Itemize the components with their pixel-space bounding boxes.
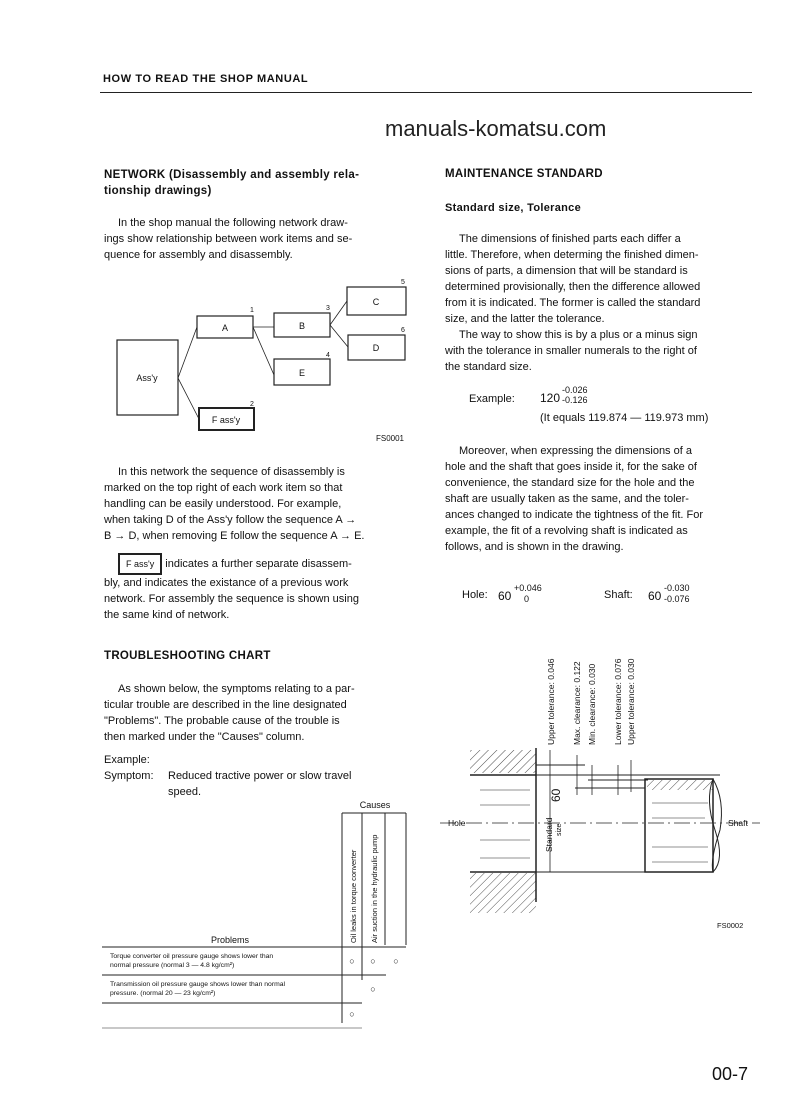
hole-label: Hole: — [462, 589, 488, 601]
text-line: with the tolerance in smaller numerals to the right of — [445, 345, 697, 357]
node-label: F ass'y — [211, 415, 241, 425]
node-label: Ass'y — [136, 373, 158, 383]
text-line: convenience, the standard size for the hole and the — [445, 477, 695, 489]
cause-mark: ○ — [349, 1009, 355, 1019]
node-label: A — [221, 323, 229, 333]
maintenance-para1 — [445, 231, 749, 375]
figure-code: FS0002 — [717, 921, 744, 930]
maintenance-subtitle: Standard size, Tolerance — [445, 202, 581, 214]
seq-number: 4 — [326, 352, 330, 359]
text-line: quence for assembly and disassembly. — [104, 249, 293, 261]
text-line: size, and the latter the tolerance. — [445, 313, 605, 325]
node-label: C — [372, 297, 380, 307]
text-line: ings show relationship between work items and se- — [104, 233, 353, 245]
example-label: Example: — [104, 754, 150, 766]
cause-mark: ○ — [393, 956, 399, 966]
problem-text: pressure. (normal 20 — 23 kg/cm²) — [110, 990, 216, 997]
example-label: Example: — [469, 393, 515, 405]
cause-mark: ○ — [370, 956, 376, 966]
text-line: bly, and indicates the existance of a previous work — [104, 577, 349, 589]
text-line: the standard size. — [445, 361, 532, 373]
seq-number: 5 — [401, 279, 405, 286]
node-label: B — [298, 321, 306, 331]
page-header: HOW TO READ THE SHOP MANUAL — [103, 73, 309, 85]
text-line: then marked under the "Causes" column. — [104, 731, 305, 743]
symptom-label: Symptom: — [104, 770, 154, 782]
header-rule — [100, 92, 752, 93]
text-line: sions of parts, a dimension that will be standard is — [445, 265, 688, 277]
symptom-text: speed. — [168, 786, 202, 798]
text-line: hole and the shaft that goes inside it, for the sake of — [445, 461, 697, 473]
text-line: example, the fit of a revolving shaft is indicated as — [445, 525, 688, 537]
maintenance-para3 — [445, 443, 749, 555]
dimension-label: Max. clearance: 0.122 — [572, 661, 582, 745]
text-line: indicates a further separate disassem- — [165, 558, 352, 570]
tolerance-lower: -0.126 — [562, 395, 588, 405]
text-line: ances changed to indicate the tightness of the fit. For — [445, 509, 704, 521]
text-line: network. For assembly the sequence is shown using — [104, 593, 359, 605]
text-line: The dimensions of finished parts each differ a — [459, 233, 681, 245]
text-line: handling can be easily understood. For example, — [104, 498, 342, 510]
troubleshooting-intro — [104, 681, 408, 745]
text-line: In this network the sequence of disassembly is — [118, 466, 345, 478]
hole-base: 60 — [498, 589, 512, 603]
shaft-base: 60 — [648, 589, 662, 603]
dimension-label: Lower tolerance: 0.076 — [613, 658, 623, 745]
heading-line: NETWORK (Disassembly and assembly rela- — [104, 169, 360, 181]
text-line: follows, and is shown in the drawing. — [445, 541, 624, 553]
size-label: size — [556, 823, 563, 836]
text-line: from it is indicated. The former is called the standard — [445, 297, 701, 309]
text-line: the same kind of network. — [104, 609, 230, 621]
cause-mark: ○ — [349, 956, 355, 966]
network-para2 — [104, 464, 408, 544]
troubleshooting-heading: TROUBLESHOOTING CHART — [104, 650, 271, 662]
causes-header: Causes — [359, 800, 391, 810]
shaft-lower: -0.076 — [664, 594, 690, 604]
heading-line: tionship drawings) — [104, 185, 212, 197]
problem-text: Transmission oil pressure gauge shows lower than normal — [110, 981, 286, 988]
symptom-text: Reduced tractive power or slow travel — [168, 770, 352, 782]
network-intro — [104, 215, 408, 263]
fassy-box: F ass'y — [118, 553, 162, 575]
problem-text: normal pressure (normal 3 — 4.8 kg/cm²) — [110, 962, 235, 969]
example-equals: (It equals 119.874 — 119.973 mm) — [540, 412, 709, 424]
troubleshooting-table — [100, 795, 415, 1030]
text-line: "Problems". The probable cause of the trouble is — [104, 715, 340, 727]
text-line: shaft are usually taken as the same, and the toler- — [445, 493, 689, 505]
figure-code: FS0001 — [375, 434, 405, 443]
shaft-upper: -0.030 — [664, 583, 690, 593]
text-line: In the shop manual the following network draw- — [118, 217, 348, 229]
cause-label: Air suction in the hydraulic pump — [370, 834, 379, 943]
node-label: E — [298, 368, 306, 378]
network-heading — [104, 167, 409, 199]
tolerance-upper: -0.026 — [562, 385, 588, 395]
text-line: Moreover, when expressing the dimensions of a — [459, 445, 692, 457]
text-line: B → D, when removing E follow the sequence A → E. — [104, 530, 365, 542]
hole-callout: Hole — [448, 818, 466, 828]
text-line: determined provisionally, then the difference allowed — [445, 281, 701, 293]
dimension-label: Min. clearance: 0.030 — [587, 663, 597, 745]
page-number: 00-7 — [712, 1064, 749, 1084]
fit-spec — [462, 583, 762, 607]
problems-header: Problems — [210, 935, 250, 945]
text-line: ticular trouble are described in the line designated — [104, 699, 347, 711]
problem-text: Torque converter oil pressure gauge shows lower than — [110, 953, 274, 960]
dimension-base: 120 — [540, 391, 561, 405]
seq-number: 1 — [250, 307, 254, 314]
node-label: D — [372, 343, 380, 353]
watermark: manuals-komatsu.com — [385, 116, 607, 141]
text-line: little. Therefore, when determing the finished dimen- — [445, 249, 699, 261]
dimension-label: Upper tolerance: 0.046 — [546, 658, 556, 745]
text-line: when taking D of the Ass'y follow the sequence A → — [104, 514, 357, 526]
seq-number: 6 — [401, 327, 405, 334]
standard-size-value: 60 — [549, 788, 563, 802]
text-line: As shown below, the symptoms relating to a par- — [118, 683, 355, 695]
shaft-label: Shaft: — [604, 589, 633, 601]
text-line: marked on the top right of each work item so that — [104, 482, 343, 494]
text-line: The way to show this is by a plus or a minus sign — [459, 329, 698, 341]
maintenance-heading: MAINTENANCE STANDARD — [445, 168, 603, 180]
cause-mark: ○ — [370, 984, 376, 994]
shaft-callout: Shaft — [728, 818, 748, 828]
dimension-label: Upper tolerance: 0.030 — [626, 658, 636, 745]
hole-lower: 0 — [524, 594, 530, 604]
standard-label: Standard — [544, 817, 554, 852]
cause-label: Oil leaks in torque converter — [349, 849, 358, 943]
seq-number: 2 — [250, 401, 254, 408]
hole-upper: +0.046 — [514, 583, 542, 593]
network-diagram — [100, 275, 420, 445]
network-para3 — [104, 553, 408, 623]
fit-diagram — [440, 620, 780, 940]
seq-number: 3 — [326, 305, 330, 312]
